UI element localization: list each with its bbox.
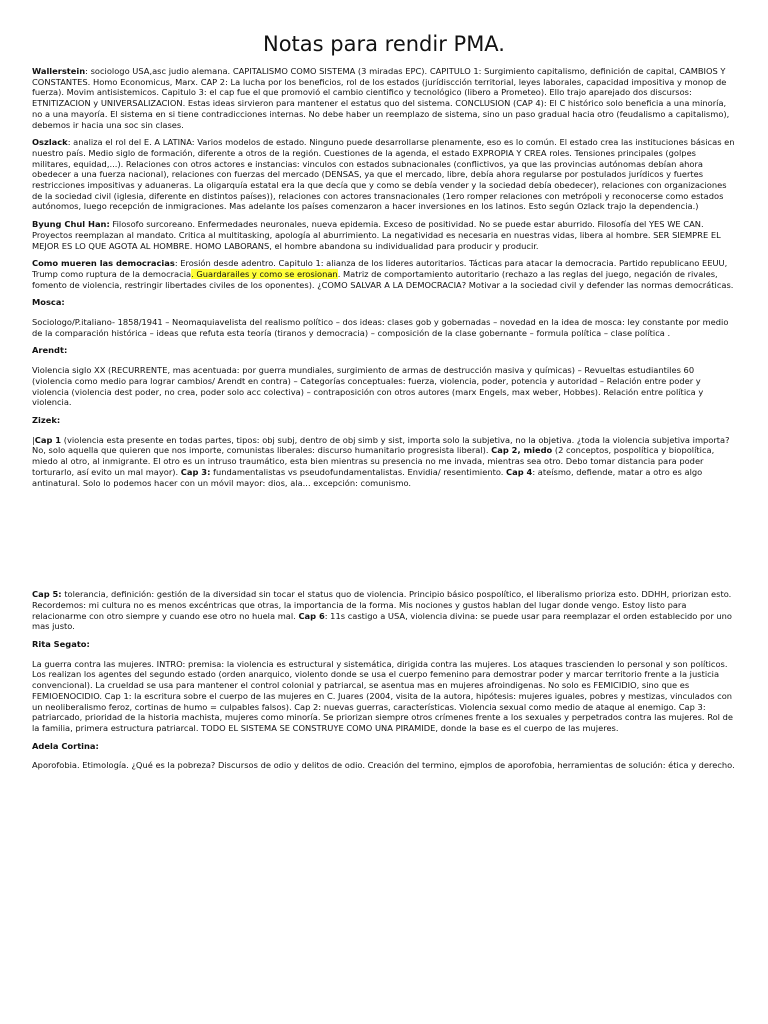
zizek-cap6-label: Cap 6 bbox=[298, 610, 325, 621]
zizek-cap5-label: Cap 5: bbox=[32, 589, 62, 600]
democracias-text-after: . Matriz de comportamiento autoritario (rechazo a las reglas del juego, negación de rivales, fomento de violencia, restringir libertades civiles de los oponentes). ¿COMO SALVAR A LA DEMOCRACIA? Motivar a la sociedad civil y defender las normas democráticas. bbox=[32, 268, 734, 290]
paragraph-mosca: Sociologo/P.italiano- 1858/1941 – Neomaquiavelista del realismo político – dos ideas: clases gob y gobernadas – novedad en la idea de mosca: ley constante por medio de la comparación histórica – ideas que refuta esta teoría (tiranos y democracia) – composición de la clase gobernante – formula política – clase política . bbox=[32, 317, 729, 338]
zizek-cap2-text: (2 conceptos, pospolítica y biopolítica, miedo al otro, al inmigrante. El otro es un intruso traumático, esta bien mientras su presencia no me invada, mientras sea otro. Debo tomar distancia para poder torturarlo, así evito un mal mayor). bbox=[32, 445, 715, 477]
wallerstein-text: : sociologo USA,asc judio alemana. CAPITALISMO COMO SISTEMA (3 miradas EPC). CAPITULO 1: Surgimiento capitalismo, definición de capital, CAMBIOS Y CONSTANTES. Homo Economicus, Marx. CAP 2: La lucha por los beneficios, rol de los estados (jurídiscción territorial, leyes laborales, capacidad impositiva y monop de fuerza). Movim antisistemicos. Capitulo 3: el cap fue el que promovió el cambio cientifico y tecnológico (libero a Prometeo). Ello trajo aparejado dos discursos: ETNITIZACION y UNIVERSALIZACION. Estas ideas sirvieron para mantener el estatus quo del sistema. CONCLUSION (CAP 4): El C histórico solo beneficia a una minoría, no a una mayoría. El sistema en si tiene contradicciones internas. No debe haber un reemplazo de sistema, sino un paso gradual hacia otro (feudalismo a capitalismo), debemos ir hacia una soc sin clases. bbox=[32, 66, 730, 130]
democracias-text-before: : Erosión desde adentro. Capitulo 1: alianza de los lideres autoritarios. Tácticas para atacar la democracia. Partido republicano EEUU, Trump como ruptura de la democracia bbox=[32, 258, 728, 279]
zizek-cap4-label: Cap 4 bbox=[506, 466, 533, 477]
highlighted-text: . Guardarailes y como se erosionan bbox=[191, 268, 338, 279]
heading-rita-segato: Rita Segato: bbox=[32, 639, 90, 650]
paragraph-arendt: Violencia siglo XX (RECURRENTE, mas acentuada: por guerra mundiales, surgimiento de armas de destrucción masiva y químicas) – Revueltas estudiantiles 60 (violencia como medio para lograr cambios/ Arendt en contra) – Categorías conceptuales: fuerza, violencia, poder, potencia y autoridad – Relación entre poder y violencia (violencia dest poder, no crea, poder solo acc colectiva) – contraposición con otros autores (marx Engels, max weber, Hobbes). Relación entre política y violencia. bbox=[32, 365, 704, 408]
paragraph-adela-cortina: Aporofobia. Etimología. ¿Qué es la pobreza? Discursos de odio y delitos de odio. Creación del termino, ejmplos de aporofobia, herramientas de solución: ética y derecho. bbox=[32, 760, 735, 771]
paragraph-zizek-caps-5-6 bbox=[32, 589, 736, 632]
oszlack-text: : analiza el rol del E. A LATINA: Varios modelos de estado. Ninguno puede desarrollarse plenamente, eso es lo común. El estado crea las instituciones básicas en nuestro país. Medio siglo de formación, diferente a otros de la región. Cuestiones de la agenda, el estado EXPROPIA Y CREA roles. Tensiones principales (golpes militares, equidad,...). Relaciones con otros actores e instancias: vinculos con estados subnacionales (conflictivos, ya que las provincias autónomas debían ahora obedecer a una fuerza nacional), relaciones con fuerzas del mercado (DENSAS, ya que el mercado, libre, debía ahora regularse por postulados jurídicos y fuertes restricciones impositivas y aduaneras. La oligarquía estatal era la que decía que y como se debía vender y la sociedad debía obedecer), relaciones con organizaciones de la sociedad civil (iglesia, diferente en distintos países)), relaciones con actores transnacionales (1ero romper relaciones con metrópoli y reconocerse como estados autónomos, luego recepción de inmigraciones. Mas adelante los países comenzaron a hacer inversiones en los latinos. Esto según Ozlack trajo la dependencia.) bbox=[32, 137, 735, 212]
book-como-mueren-las-democracias: Como mueren las democracias bbox=[32, 258, 175, 269]
zizek-cap1-text: (violencia esta presente en todas partes, tipos: obj subj, dentro de obj simb y sist, importa solo la subjetiva, no la objetiva. ¿toda la violencia subjetiva importa? No, solo aquella que quieren que nos importe, comunistas liberales: discurso humanitario progresista liberal). bbox=[32, 434, 730, 456]
author-wallerstein: Wallerstein bbox=[32, 66, 86, 76]
paragraph-zizek-caps-1-4 bbox=[32, 435, 736, 489]
zizek-cap3-text: fundamentalistas vs pseudofundamentalistas. Envidia/ resentimiento. bbox=[210, 466, 507, 477]
paragraph-rita-segato: La guerra contra las mujeres. INTRO: premisa: la violencia es estructural y sistemática, dirigida contra las mujeres. Los ataques trascienden lo personal y son políticos. Los realizan los agentes del segundo estado (orden anarquico, violento donde se usa el cuerpo femenino para demostrar poder y marcar territorio frente a la justicia convencional). La crueldad se usa para mantener el control colonial y patriarcal, se asentua mas en mujeres afroindigenas. No solo es FEMICIDIO, sino que es FEMIOENOCIDIO. Cap 1: la escritura sobre el cuerpo de las mujeres en C. Juares (2004, visita de la autora, hipótesis: mujeres iguales, pobres y mestizas, vinculados con un neoliberalismo feroz, cortinas de humo = culpables falsos). Cap 2: nuevas guerras, características. Violencia sexual como medio de ataque al enemigo. Cap 3: patriarcado, prioridad de la historia machista, mujeres como minoría. Se priorizan siempre otros crímenes frente a los sexuales y perpetrados contra las mujeres. Rol de la familia, primera estructura patriarcal. TODO EL SISTEMA SE CONSTRUYE COMO UNA PIRAMIDE, donde la base es el cuerpo de las mujeres. bbox=[32, 658, 733, 733]
heading-mosca: Mosca: bbox=[32, 297, 65, 308]
zizek-cap5-text: tolerancia, definición: gestión de la diversidad sin tocar el status quo de violencia. Principio básico pospolítico, el liberalismo prioriza esto. DDHH, priorizan esto. Recordemos: mi cultura no es menos excéntricas que otras, la importancia de la forma. Mis nociones y gustos hablan del lugar donde vengo. Estoy listo para relacionarme con otro siempre y cuando ese otro no huela mal. bbox=[32, 589, 732, 621]
heading-zizek: Zizek: bbox=[32, 414, 61, 425]
paragraph-byung-chul-han bbox=[32, 219, 736, 251]
paragraph-democracias bbox=[32, 258, 736, 290]
zizek-cap2-label: Cap 2, miedo bbox=[491, 445, 553, 456]
author-byung-chul-han: Byung Chul Han: bbox=[32, 219, 110, 230]
zizek-cap4-text: : ateísmo, defiende, matar a otro es algo antinatural. Solo lo podemos hacer con un móvil mayor: dios, ala... excepción: comunismo. bbox=[32, 466, 703, 488]
heading-arendt: Arendt: bbox=[32, 345, 68, 356]
byung-text: Filosofo surcoreano. Enfermedades neuronales, nueva epidemia. Exceso de positividad. No se puede estar aburrido. Filosofía del YES WE CAN. Proyectos reemplazan al mandato. Critica al multitasking, apología al aburrimiento. La negatividad es necesaria en nuestras vidas, libera al hombre. SER SIEMPRE EL MEJOR ES LO QUE AGOTA AL HOMBRE. HOMO LABORANS, el hombre abandona su individualidad para producir y producir. bbox=[32, 219, 721, 251]
author-oszlack: Oszlack bbox=[32, 137, 68, 148]
blank-space bbox=[32, 495, 736, 589]
paragraph-wallerstein bbox=[32, 66, 736, 130]
cursor-mark: | bbox=[32, 434, 35, 445]
zizek-cap6-text: : 11s castigo a USA, violencia divina: se puede usar para reemplazar el orden establecido por uno mas justo. bbox=[32, 610, 732, 632]
page-title: Notas para rendir PMA. bbox=[263, 32, 505, 56]
document-body bbox=[32, 66, 736, 778]
zizek-cap1-label: Cap 1 bbox=[34, 434, 62, 445]
paragraph-oszlack bbox=[32, 137, 736, 212]
heading-adela-cortina: Adela Cortina: bbox=[32, 740, 99, 751]
zizek-cap3-label: Cap 3: bbox=[180, 466, 211, 477]
